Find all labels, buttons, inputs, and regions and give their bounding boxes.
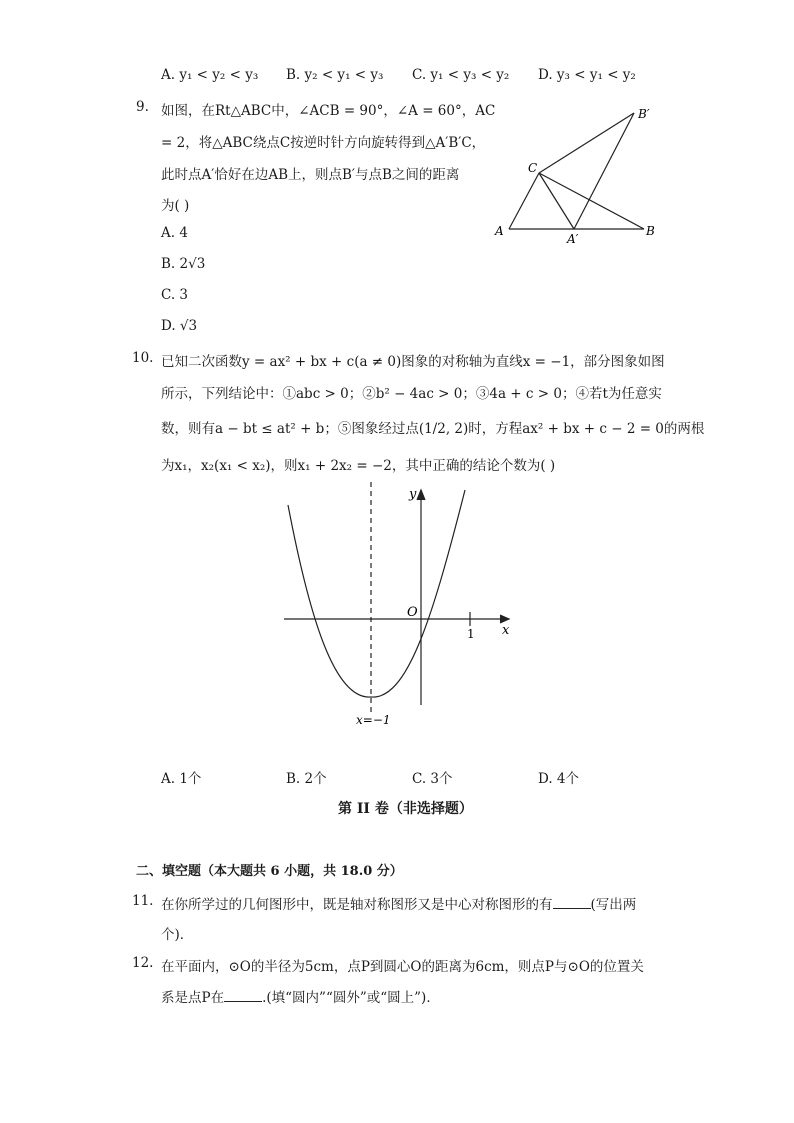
x-axis-label: x	[502, 623, 510, 638]
q10-option-a: A. 1个	[161, 771, 202, 787]
q9-option-c: C. 3	[161, 287, 189, 303]
q10-line-1: 已知二次函数y = ax² + bx + c(a ≠ 0)图象的对称轴为直线x = −1，部分图象如图	[161, 354, 665, 370]
q10-parabola-figure	[270, 478, 520, 728]
axis-of-symmetry-label: x=−1	[356, 713, 391, 727]
label-b-prime: B′	[638, 107, 650, 121]
q12-number: 12.	[132, 955, 154, 971]
q10-option-b: B. 2个	[286, 771, 327, 787]
q10-number: 10.	[132, 350, 154, 366]
label-a-prime: A′	[567, 232, 579, 246]
part2-heading: 二、填空题（本大题共 6 小题，共 18.0 分）	[136, 864, 403, 879]
q9-option-d: D. √3	[161, 318, 198, 334]
q9-line-1: 如图，在Rt△ABC中，∠ACB = 90°，∠A = 60°，AC	[161, 103, 496, 119]
y-axis-label: y	[409, 487, 417, 502]
section-title: 第 II 卷（非选择题）	[338, 801, 473, 817]
q8-option-a: A. y₁ < y₂ < y₃	[161, 67, 259, 83]
q9-line-2: = 2，将△ABC绕点C按逆时针方向旋转得到△A′B′C，	[161, 135, 486, 151]
q9-line-4: 为( )	[161, 198, 190, 214]
label-b: B	[646, 224, 655, 238]
q11-line-1	[161, 893, 636, 913]
q10-line-4: 为x₁，x₂(x₁ < x₂)，则x₁ + 2x₂ = −2，其中正确的结论个数为( )	[161, 458, 556, 474]
q8-option-d: D. y₃ < y₁ < y₂	[538, 67, 636, 83]
q11-text-a: 在你所学过的几何图形中，既是轴对称图形又是中心对称图形的有	[161, 897, 553, 913]
origin-label: O	[407, 605, 418, 620]
q11-line-2: 个)．	[161, 927, 194, 943]
q9-option-a: A. 4	[161, 225, 188, 241]
q9-triangle-figure	[490, 100, 670, 250]
q11-text-b: (写出两	[590, 897, 637, 913]
q9-option-b: B. 2√3	[161, 256, 206, 272]
q8-option-c: C. y₁ < y₃ < y₂	[412, 67, 510, 83]
q12-line-2	[161, 986, 440, 1006]
q8-option-b: B. y₂ < y₁ < y₃	[286, 67, 384, 83]
q12-line-1: 在平面内，⊙O的半径为5cm，点P到圆心O的距离为6cm，则点P与⊙O的位置关	[161, 959, 644, 975]
q10-option-d: D. 4个	[538, 771, 580, 787]
label-c: C	[528, 161, 538, 175]
label-a: A	[495, 224, 504, 238]
q10-option-c: C. 3个	[412, 771, 453, 787]
q9-line-3: 此时点A′恰好在边AB上，则点B′与点B之间的距离	[161, 167, 460, 183]
q12-text-a: 系是点P在	[161, 990, 225, 1006]
q10-line-3: 数，则有a − bt ≤ at² + b；⑤图象经过点(1/2, 2)时，方程ax² + bx + c − 2 = 0的两根	[161, 421, 705, 437]
q12-answer-blank[interactable]	[224, 989, 262, 1002]
q11-number: 11.	[132, 893, 154, 909]
q9-number: 9.	[136, 99, 149, 115]
q10-line-2: 所示，下列结论中：①abc > 0；②b² − 4ac > 0；③4a + c > 0；④若t为任意实	[161, 386, 662, 402]
tick-one-label: 1	[467, 627, 475, 641]
q12-text-b: .(填“圆内”“圆外”或“圆上”)．	[262, 990, 440, 1006]
q11-answer-blank[interactable]	[553, 896, 591, 909]
